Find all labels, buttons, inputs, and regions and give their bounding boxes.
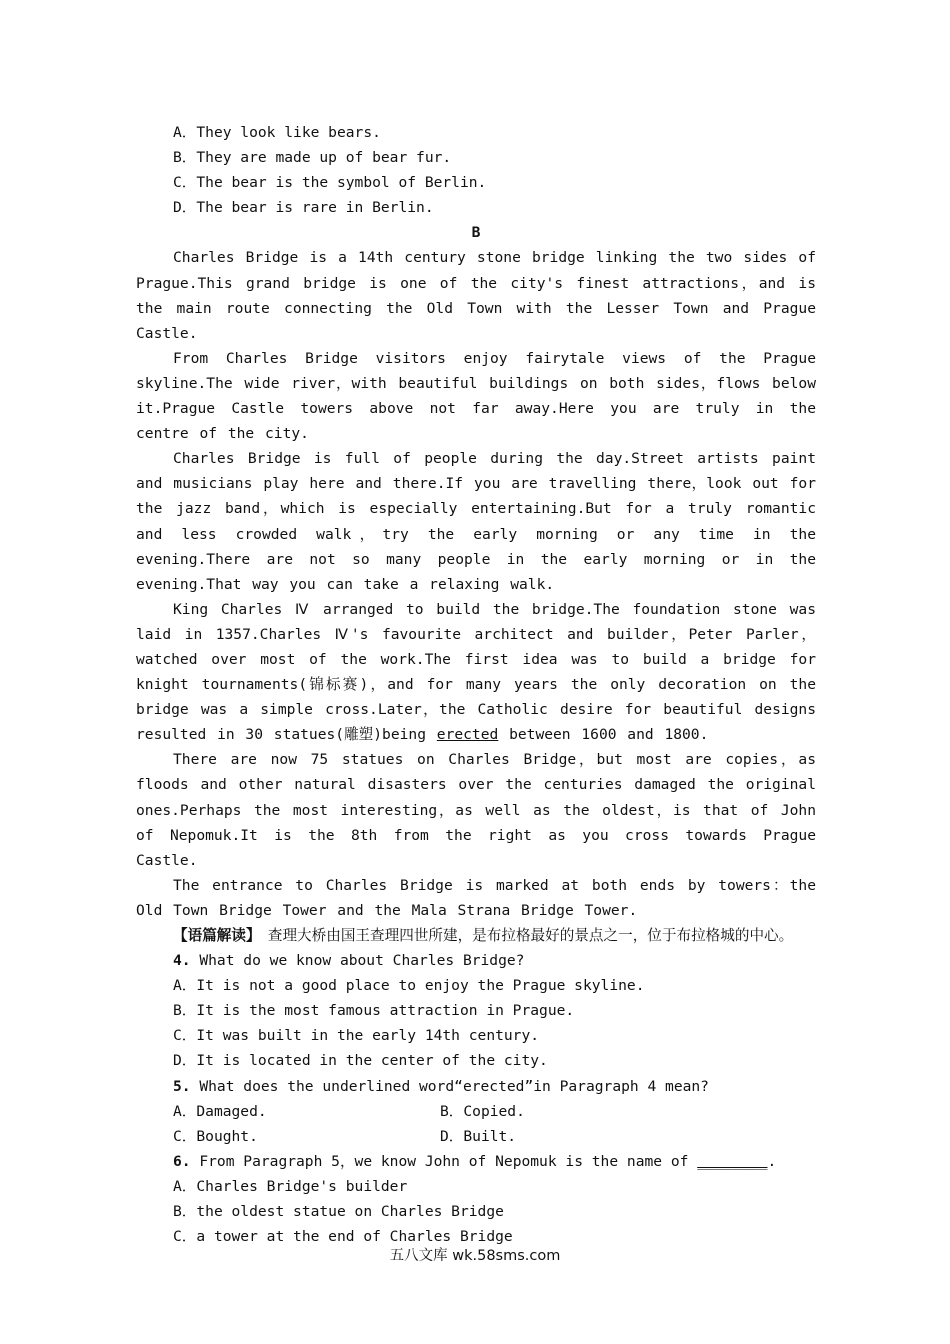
question-4-number: 4. — [173, 952, 191, 970]
q5-option-b: B．Copied. — [440, 1102, 525, 1120]
document-page — [136, 120, 816, 1249]
paragraph-4-end: between 1600 and 1800. — [498, 726, 709, 744]
q4-option-a: A．It is not a good place to enjoy the Prague skyline. — [173, 977, 645, 995]
paragraph-5: There are now 75 statues on Charles Bridge，but most are copies，as floods and other natural disasters over the centuries damaged the original ones.Perhaps the most interesting，as well as the oldest，is that of John of Nepomuk.It is the 8th from the right as you cross towards Prague Castle. — [136, 751, 816, 869]
reading-note-label: 【语篇解读】 — [173, 927, 254, 944]
question-5-stem: What does the underlined word“erected”in Paragraph 4 mean? — [190, 1077, 709, 1095]
question-6-number: 6. — [173, 1152, 191, 1170]
q3-option-c: C．The bear is the symbol of Berlin. — [173, 174, 487, 192]
paragraph-4 — [136, 597, 816, 748]
q4-option-b: B．It is the most famous attraction in Prague. — [173, 1002, 575, 1020]
q6-option-c: C．a tower at the end of Charles Bridge — [173, 1228, 513, 1246]
q3-option-b: B．They are made up of bear fur. — [173, 149, 452, 167]
section-title: B — [471, 224, 481, 242]
paragraph-4-text: King Charles Ⅳ arranged to build the bridge.The foundation stone was laid in 1357.Charles Ⅳ's favourite architect and builder，Peter Parler，watched over most of the work.The first idea was to build a bridge for knight tournaments(锦标赛)，and for many years the only decoration on the bridge was a simple cross.Later，the Catholic desire for beautiful designs resulted in 30 statues(雕塑)being — [136, 600, 816, 744]
paragraph-1: Charles Bridge is a 14th century stone bridge linking the two sides of Prague.This grand bridge is one of the city's finest attractions，and is the main route connecting the Old Town with the Lesser Town and Prague Castle. — [136, 249, 816, 342]
question-4 — [136, 948, 816, 973]
question-4-stem: What do we know about Charles Bridge? — [190, 952, 525, 970]
paragraph-2: From Charles Bridge visitors enjoy fairytale views of the Prague skyline.The wide river，with beautiful buildings on both sides，flows below it.Prague Castle towers above not far away.Here you are truly in the centre of the city. — [136, 349, 816, 443]
question-6-end: . — [767, 1152, 777, 1170]
q4-option-c: C．It was built in the early 14th century. — [173, 1027, 540, 1045]
q5-options-row-2 — [136, 1124, 816, 1149]
q5-option-c: C．Bought. — [173, 1127, 258, 1145]
paragraph-3: Charles Bridge is full of people during the day.Street artists paint and musicians play here and there.If you are travelling there，look out for the jazz band，which is especially entertaining.But for a truly romantic and less crowded walk，try the early morning or any time in the evening.There are not so many people in the early morning or in the evening.That way you can take a relaxing walk. — [136, 450, 816, 593]
question-5-number: 5. — [173, 1077, 191, 1095]
q5-options-row-1 — [136, 1099, 816, 1124]
question-6 — [136, 1149, 816, 1174]
reading-note-text: 查理大桥由国王查理四世所建，是布拉格最好的景点之一，位于布拉格城的中心。 — [253, 927, 794, 944]
paragraph-6: The entrance to Charles Bridge is marked at both ends by towers：the Old Town Bridge Tower and the Mala Strana Bridge Tower. — [136, 876, 816, 919]
q3-option-d: D．The bear is rare in Berlin. — [173, 199, 434, 217]
q3-option-a: A．They look like bears. — [173, 124, 381, 141]
underlined-word: erected — [436, 726, 499, 744]
q5-option-d: D．Built. — [440, 1127, 517, 1145]
footer-watermark: 五八文库 wk.58sms.com — [389, 1248, 561, 1264]
q4-option-d: D．It is located in the center of the city. — [173, 1052, 548, 1070]
question-6-stem: From Paragraph 5，we know John of Nepomuk is the name of — [190, 1152, 698, 1170]
reading-note — [136, 923, 816, 948]
question-5 — [136, 1074, 816, 1099]
q6-option-b: B．the oldest statue on Charles Bridge — [173, 1203, 504, 1221]
q5-option-a: A．Damaged. — [173, 1102, 267, 1120]
q6-option-a: A．Charles Bridge's builder — [173, 1177, 408, 1195]
answer-blank: ________ — [697, 1152, 768, 1170]
